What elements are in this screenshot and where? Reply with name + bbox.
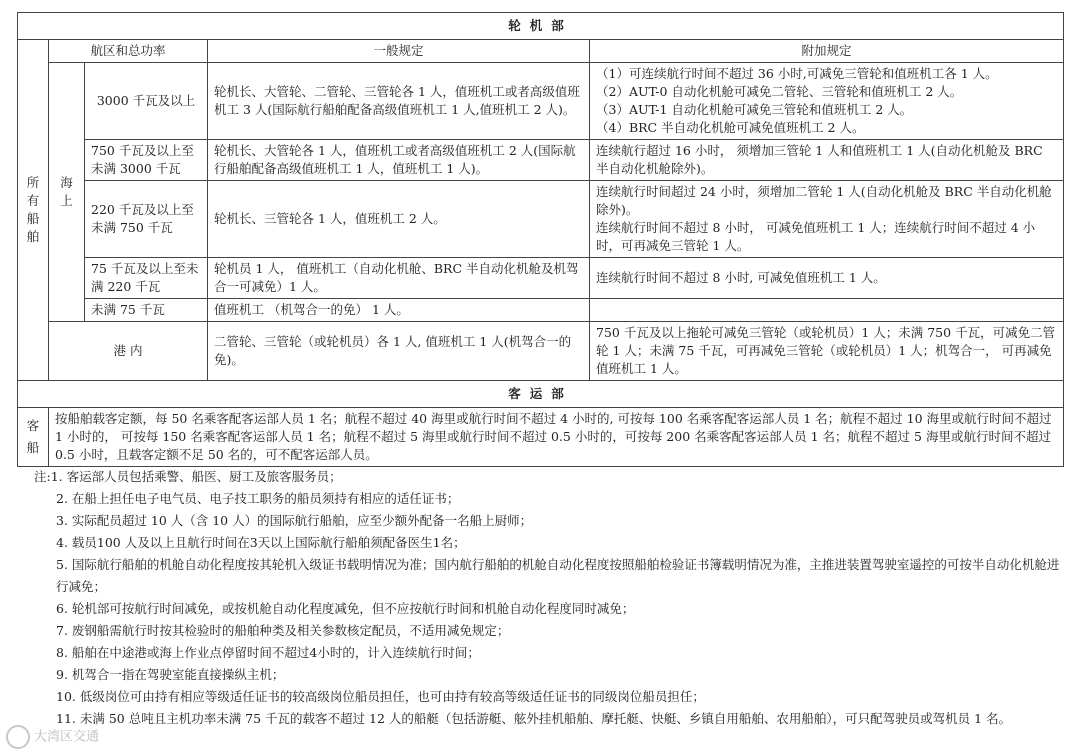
- notes-section: [34, 466, 1064, 730]
- passenger-text: 按船舶载客定额，每 50 名乘客配客运部人员 1 名；航程不超过 40 海里或航行时间不超过 4 小时的, 可按每 100 名乘客配客运部人员 1 名；航程不超过 10 海里或航行时间不超过 1 小时的， 可按每 150 名乘客配客运部人员 1 名；航程不超过 5 海里或航行时间不超过 0.5 小时的，可按每 200 名乘客配客运部人员 1 名；航程不超过 5 海里或航行时间不超过 0.5 小时，且载客定额不足 50 名的，可不配客运部人员。: [49, 408, 1064, 467]
- col-header-power: 航区和总功率: [49, 40, 208, 63]
- power-cell: 3000 千瓦及以上: [85, 63, 208, 140]
- power-cell: 750 千瓦及以上至未满 3000 千瓦: [85, 140, 208, 181]
- table-row: [18, 299, 1064, 322]
- manning-table: [17, 12, 1064, 467]
- notes-prefix: 注:: [34, 469, 51, 484]
- power-cell: 75 千瓦及以上至未满 220 千瓦: [85, 258, 208, 299]
- passenger-ship-label: 客 船: [18, 408, 49, 467]
- note-item: 3. 实际配员超过 10 人（含 10 人）的国际航行船舶，应至少额外配备一名船上厨师；: [56, 513, 533, 528]
- note-item: 9. 机驾合一指在驾驶室能直接操纵主机；: [56, 667, 285, 682]
- table-row: [18, 322, 1064, 381]
- note-item: 2. 在船上担任电子电气员、电子技工职务的船员须持有相应的适任证书；: [56, 491, 460, 506]
- col-header-additional: 附加规定: [590, 40, 1064, 63]
- general-cell: 值班机工 （机驾合一的免） 1 人。: [208, 299, 590, 322]
- passenger-section-title: 客运部: [18, 381, 1064, 408]
- additional-cell: 连续航行超过 16 小时， 须增加三管轮 1 人和值班机工 1 人(自动化机舱及 BRC 半自动化机舱除外)。: [590, 140, 1064, 181]
- note-item: 10. 低级岗位可由持有相应等级适任证书的较高级岗位船员担任，也可由持有较高等级适任证书的同级岗位船员担任；: [56, 689, 705, 704]
- additional-cell: 连续航行时间不超过 8 小时, 可减免值班机工 1 人。: [590, 258, 1064, 299]
- power-cell: 220 千瓦及以上至未满 750 千瓦: [85, 181, 208, 258]
- additional-cell: 750 千瓦及以上拖轮可减免三管轮（或轮机员）1 人；未满 750 千瓦，可减免二管轮 1 人；未满 75 千瓦，可再减免三管轮（或轮机员）1 人；机驾合一， 可再减免值班机工 1 人。: [590, 322, 1064, 381]
- watermark: 大湾区交通: [6, 725, 99, 749]
- all-ships-label: 所 有 船 舶: [18, 40, 49, 381]
- general-cell: 轮机员 1 人， 值班机工（自动化机舱、BRC 半自动化机舱及机驾合一可减免）1 人。: [208, 258, 590, 299]
- additional-cell: （1）可连续航行时间不超过 36 小时,可减免三管轮和值班机工各 1 人。 （2）AUT-0 自动化机舱可减免二管轮、三管轮和值班机工 2 人。 （3）AUT-1 自动化机舱可减免三管轮和值班机工 2 人。 （4）BRC 半自动化机舱可减免值班机工 2 人。: [590, 63, 1064, 140]
- note-item: 11. 未满 50 总吨且主机功率未满 75 千瓦的载客不超过 12 人的船艇（包括游艇、舷外挂机船舶、摩托艇、快艇、乡镇自用船舶、农用船舶），可只配驾驶员或驾机员 1 名。: [56, 711, 1012, 726]
- additional-cell: [590, 299, 1064, 322]
- table-row: [18, 140, 1064, 181]
- general-cell: 轮机长、大管轮各 1 人，值班机工或者高级值班机工 2 人(国际航行船舶配备高级值班机工 1 人，值班机工 1 人)。: [208, 140, 590, 181]
- watermark-logo-icon: [6, 725, 30, 749]
- note-item: 5. 国际航行船舶的机舱自动化程度按其轮机入级证书载明情况为准；国内航行船舶的机舱自动化程度按照船舶检验证书簿载明情况为准，主推进装置驾驶室遥控的可按半自动化机舱进行减免；: [56, 557, 1060, 594]
- general-cell: 轮机长、大管轮、二管轮、三管轮各 1 人，值班机工或者高级值班机工 3 人(国际航行船舶配备高级值班机工 1 人,值班机工 2 人)。: [208, 63, 590, 140]
- general-cell: 轮机长、三管轮各 1 人，值班机工 2 人。: [208, 181, 590, 258]
- table-row: [18, 181, 1064, 258]
- note-item: 6. 轮机部可按航行时间减免，或按机舱自动化程度减免，但不应按航行时间和机舱自动化程度同时减免；: [56, 601, 635, 616]
- table-row: [18, 408, 1064, 467]
- at-sea-label: 海 上: [49, 63, 85, 322]
- general-cell: 二管轮、三管轮（或轮机员）各 1 人, 值班机工 1 人(机驾合一的免)。: [208, 322, 590, 381]
- note-item: 8. 船舶在中途港或海上作业点停留时间不超过4小时的，计入连续航行时间；: [56, 645, 480, 660]
- note-item: 4. 载员100 人及以上且航行时间在3天以上国际航行船舶须配备医生1名；: [56, 535, 466, 550]
- table-row: [18, 258, 1064, 299]
- note-item: 注:1. 客运部人员包括乘警、船医、厨工及旅客服务员；: [34, 469, 342, 484]
- additional-cell: 连续航行时间超过 24 小时，须增加二管轮 1 人(自动化机舱及 BRC 半自动化机舱除外)。 连续航行时间不超过 8 小时， 可减免值班机工 1 人；连续航行时间不超过 4 小时，可再减免三管轮 1 人。: [590, 181, 1064, 258]
- table-row: [18, 63, 1064, 140]
- note-item: 7. 废钢船需航行时按其检验时的船舶种类及相关参数核定配员，不适用减免规定；: [56, 623, 510, 638]
- power-cell: 未满 75 千瓦: [85, 299, 208, 322]
- port-label: 港 内: [49, 322, 208, 381]
- col-header-general: 一般规定: [208, 40, 590, 63]
- engine-section-title: 轮机部: [18, 13, 1064, 40]
